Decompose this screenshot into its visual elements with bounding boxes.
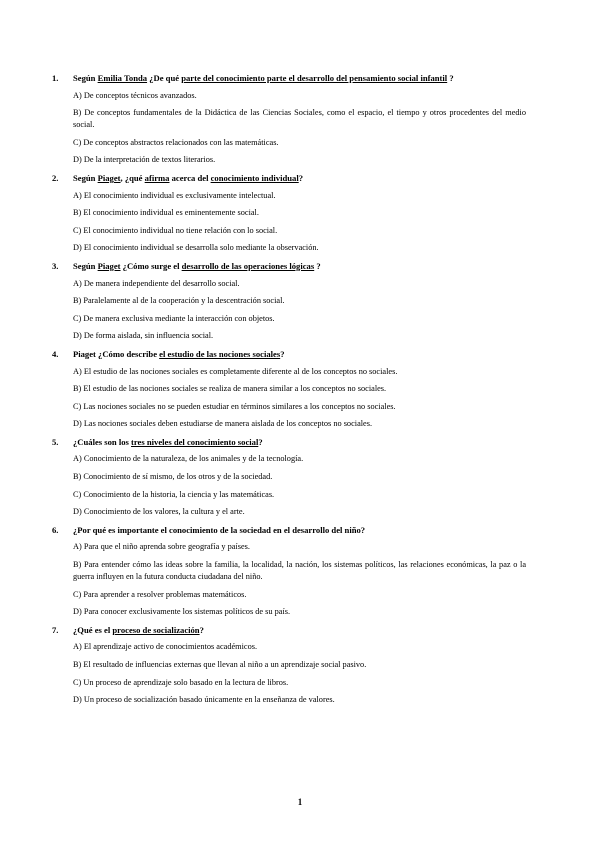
- answer-option: A) El conocimiento individual es exclusivamente intelectual.: [73, 190, 276, 200]
- question-text-segment: ?: [298, 172, 304, 183]
- question-underlined-term: Emilia Tonda: [97, 73, 148, 83]
- question-item: [52, 72, 526, 166]
- answer-option: D) Un proceso de socialización basado únicamente en la enseñanza de valores.: [73, 695, 335, 705]
- question-heading: [52, 260, 526, 272]
- answer-option: C) El conocimiento individual no tiene relación con lo social.: [73, 225, 278, 235]
- question-underlined-term: afirma: [144, 172, 170, 183]
- question-item: [52, 436, 526, 518]
- question-text-segment: Según: [73, 73, 98, 83]
- question-heading: [52, 172, 526, 184]
- question-number: 5.: [52, 436, 59, 447]
- answer-option: A) De conceptos técnicos avanzados.: [73, 90, 197, 100]
- question-item: [52, 172, 526, 254]
- question-item: [52, 524, 526, 618]
- question-text-segment: ?: [199, 624, 204, 635]
- answer-option: A) El aprendizaje activo de conocimientos académicos.: [73, 642, 258, 652]
- question-text-segment: , ¿qué: [120, 172, 145, 183]
- question-text: [73, 172, 303, 184]
- question-text: [73, 72, 454, 84]
- answer-option: B) De conceptos fundamentales de la Didáctica de las Ciencias Sociales, como el espacio, el tiempo y otros procedentes del medio social.: [73, 108, 526, 130]
- answer-option: B) Para entender cómo las ideas sobre la familia, la localidad, la nación, los sistemas políticos, las relaciones económicas, la paz o la guerra influyen en la futura conducta ciudadana del niño.: [73, 560, 526, 582]
- answer-option: C) Para aprender a resolver problemas matemáticos.: [73, 589, 247, 599]
- question-text-segment: ¿De qué: [147, 73, 182, 83]
- answer-option: B) El conocimiento individual es eminentemente social.: [73, 208, 259, 218]
- answer-option: D) De la interpretación de textos literarios.: [73, 155, 216, 165]
- answer-option: B) El estudio de las nociones sociales se realiza de manera similar a los conceptos no sociales.: [73, 384, 387, 394]
- question-text-segment: Según: [73, 260, 98, 271]
- question-underlined-term: tres niveles del conocimiento social: [131, 436, 259, 447]
- answer-option: B) Paralelamente al de la cooperación y la descentración social.: [73, 296, 285, 306]
- question-underlined-term: desarrollo de las operaciones lógicas: [181, 260, 315, 271]
- answer-option: A) El estudio de las nociones sociales es completamente diferente al de los conceptos no sociales.: [73, 366, 398, 376]
- question-heading: [52, 436, 526, 448]
- answer-option: A) De manera independiente del desarrollo social.: [73, 278, 240, 288]
- question-underlined-term: Piaget: [97, 172, 121, 183]
- question-underlined-term: parte del conocimiento parte el desarrollo del pensamiento social infantil: [181, 73, 448, 83]
- question-number: 4.: [52, 348, 59, 359]
- question-text-segment: ¿Cómo surge el: [120, 260, 182, 271]
- answer-option: B) Conocimiento de sí mismo, de los otros y de la sociedad.: [73, 472, 273, 482]
- answer-option: C) De manera exclusiva mediante la interacción con objetos.: [73, 313, 275, 323]
- answer-option: D) Conocimiento de los valores, la cultura y el arte.: [73, 507, 245, 517]
- question-underlined-term: proceso de socialización: [112, 624, 200, 635]
- question-text-segment: ?: [314, 260, 321, 271]
- answer-option: C) Las nociones sociales no se pueden estudiar en términos similares a los conceptos no sociales.: [73, 401, 396, 411]
- question-number: 1.: [52, 73, 59, 83]
- question-underlined-term: Piaget: [97, 260, 121, 271]
- question-heading: [52, 348, 526, 360]
- question-text: [73, 348, 284, 360]
- answer-option: D) Para conocer exclusivamente los sistemas políticos de su país.: [73, 607, 291, 617]
- question-underlined-term: conocimiento individual: [210, 172, 299, 183]
- question-number: 7.: [52, 624, 59, 635]
- page-number: 1: [297, 797, 303, 807]
- answer-option: D) De forma aislada, sin influencia social.: [73, 331, 214, 341]
- question-heading: [52, 72, 526, 84]
- question-text-segment: ¿Por qué es importante el conocimiento de la sociedad en el desarrollo del niño?: [73, 524, 366, 535]
- question-text: [73, 436, 263, 448]
- question-text: [73, 624, 204, 636]
- question-text-segment: ¿Qué es el: [73, 624, 113, 635]
- question-item: [52, 348, 526, 430]
- question-number: 3.: [52, 260, 59, 271]
- question-item: [52, 624, 526, 706]
- question-text: [73, 524, 365, 536]
- question-text: [73, 260, 321, 272]
- question-text-segment: ?: [447, 73, 454, 83]
- answer-option: C) De conceptos abstractos relacionados con las matemáticas.: [73, 137, 279, 147]
- question-item: [52, 260, 526, 342]
- question-text-segment: acerca del: [169, 172, 211, 183]
- answer-option: A) Para que el niño aprenda sobre geografía y países.: [73, 542, 250, 552]
- question-number: 6.: [52, 524, 59, 535]
- answer-option: C) Un proceso de aprendizaje solo basado en la lectura de libros.: [73, 677, 289, 687]
- question-text-segment: Según: [73, 172, 98, 183]
- question-text-segment: ?: [258, 436, 263, 447]
- question-number: 2.: [52, 172, 59, 183]
- question-list: [52, 72, 526, 712]
- answer-option: A) Conocimiento de la naturaleza, de los animales y de la tecnología.: [73, 454, 304, 464]
- question-underlined-term: el estudio de las nociones sociales: [159, 348, 281, 359]
- question-text-segment: ¿Cuáles son los: [73, 436, 132, 447]
- answer-option: B) El resultado de influencias externas que llevan al niño a un aprendizaje social pasivo.: [73, 660, 367, 669]
- answer-option: C) Conocimiento de la historia, la ciencia y las matemáticas.: [73, 489, 275, 499]
- question-heading: [52, 624, 526, 636]
- question-heading: [52, 524, 526, 536]
- question-text-segment: ?: [280, 348, 285, 359]
- answer-option: D) El conocimiento individual se desarrolla solo mediante la observación.: [73, 243, 319, 253]
- question-text-segment: Piaget ¿Cómo describe: [73, 348, 160, 359]
- answer-option: D) Las nociones sociales deben estudiarse de manera aislada de los conceptos no sociales.: [73, 419, 373, 429]
